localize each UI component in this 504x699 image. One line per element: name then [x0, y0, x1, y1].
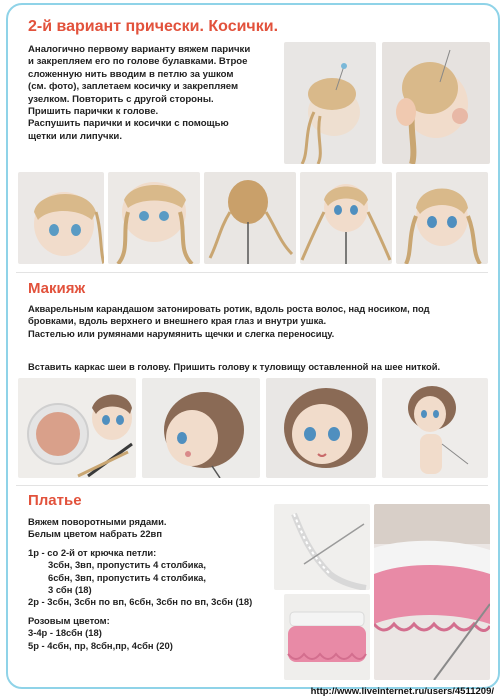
pink-skirt-detail-photo: [374, 504, 490, 680]
hairstyle-instructions: [28, 44, 250, 143]
text-line: и закрепляем его по голове булавками. Втрое: [28, 56, 248, 68]
text-line: 3 сбн (18): [48, 584, 92, 596]
photo-illustration: [284, 594, 370, 680]
doll-head-wig-pinned-photo: [284, 42, 376, 164]
text-line: 3-4р - 18сбн (18): [28, 627, 102, 639]
text-line: Аналогично первому варианту вяжем парички: [28, 44, 251, 55]
assembly-instruction: Вставить каркас шеи в голову. Пришить голову к туловищу оставленной на шее ниткой.: [28, 361, 441, 372]
doll-head-profile-photo: [142, 378, 260, 478]
text-line: 5р - 4сбн, пр, 8сбн,пр, 4сбн (20): [28, 639, 173, 651]
text-line: 3сбн, 3вп, пропустить 4 столбика,: [48, 559, 206, 571]
makeup-tools-photo: [18, 378, 136, 478]
photo-illustration: [18, 378, 136, 478]
photo-illustration: [204, 172, 296, 264]
text-line: сложенную нить вводим в петлю за ушком: [28, 68, 234, 80]
doll-head-braid-photo: [382, 42, 490, 164]
photo-illustration: [266, 378, 376, 478]
doll-head-closeup-photo: [266, 378, 376, 478]
source-watermark: http://www.liveinternet.ru/users/4511209/: [310, 686, 494, 697]
text-line: узелком. Повторить с другой стороны.: [28, 93, 214, 105]
photo-illustration: [382, 378, 488, 478]
photo-illustration: [300, 172, 392, 264]
photo-illustration: [142, 378, 260, 478]
doll-face-braids-photo: [396, 172, 488, 264]
text-line: щетки или липучки.: [28, 130, 122, 142]
text-line: Вяжем поворотными рядами.: [28, 516, 167, 527]
text-line: Акварельным карандашом затонировать ротик, вдоль роста волос, над носиком, под: [28, 303, 430, 314]
photo-illustration: [396, 172, 488, 264]
white-lace-row-photo: [274, 504, 370, 590]
text-line: 2р - 3сбн, 3сбн по вп, 6сбн, 3сбн по вп, 3сбн (18): [28, 596, 253, 608]
photo-illustration: [274, 504, 370, 590]
text-line: Пастелью или румянами нарумянить щечки и слегка переносицу.: [28, 327, 335, 339]
text-line: (см. фото), заплетаем косичку и закрепляем: [28, 81, 239, 93]
doll-face-pinned-wig-photo: [18, 172, 104, 264]
pink-ruffle-row-photo: [284, 594, 370, 680]
wig-cap-on-stick-photo: [204, 172, 296, 264]
text-line: бровками, вдоль верхнего и внешнего края глаз и внутри ушка.: [28, 315, 327, 327]
text-line: 1р - со 2-й от крючка петли:: [28, 546, 157, 558]
makeup-instructions: [28, 303, 430, 340]
section-divider: [16, 272, 488, 273]
text-line: Распушить парички и косички с помощью: [28, 118, 229, 130]
doll-with-braids-photo: [300, 172, 392, 264]
section-divider: [16, 485, 488, 486]
photo-illustration: [374, 504, 490, 680]
photo-illustration: [382, 42, 490, 164]
photo-illustration: [108, 172, 200, 264]
dress-instructions: [28, 516, 252, 652]
section-title-makeup: Макияж: [28, 280, 86, 297]
text-line: 6сбн, 3вп, пропустить 4 столбика,: [48, 571, 206, 583]
text-line: Белым цветом набрать 22вп: [28, 528, 162, 540]
text-line: Пришить парички к голове.: [28, 106, 159, 118]
photo-illustration: [284, 42, 376, 164]
section-title-dress: Платье: [28, 492, 82, 509]
section-title-hairstyle: 2-й вариант прически. Косички.: [28, 18, 279, 35]
braids-without-head-photo: [108, 172, 200, 264]
photo-illustration: [18, 172, 104, 264]
doll-face-makeup-photo: [382, 378, 488, 478]
text-line: Розовым цветом:: [28, 614, 110, 626]
